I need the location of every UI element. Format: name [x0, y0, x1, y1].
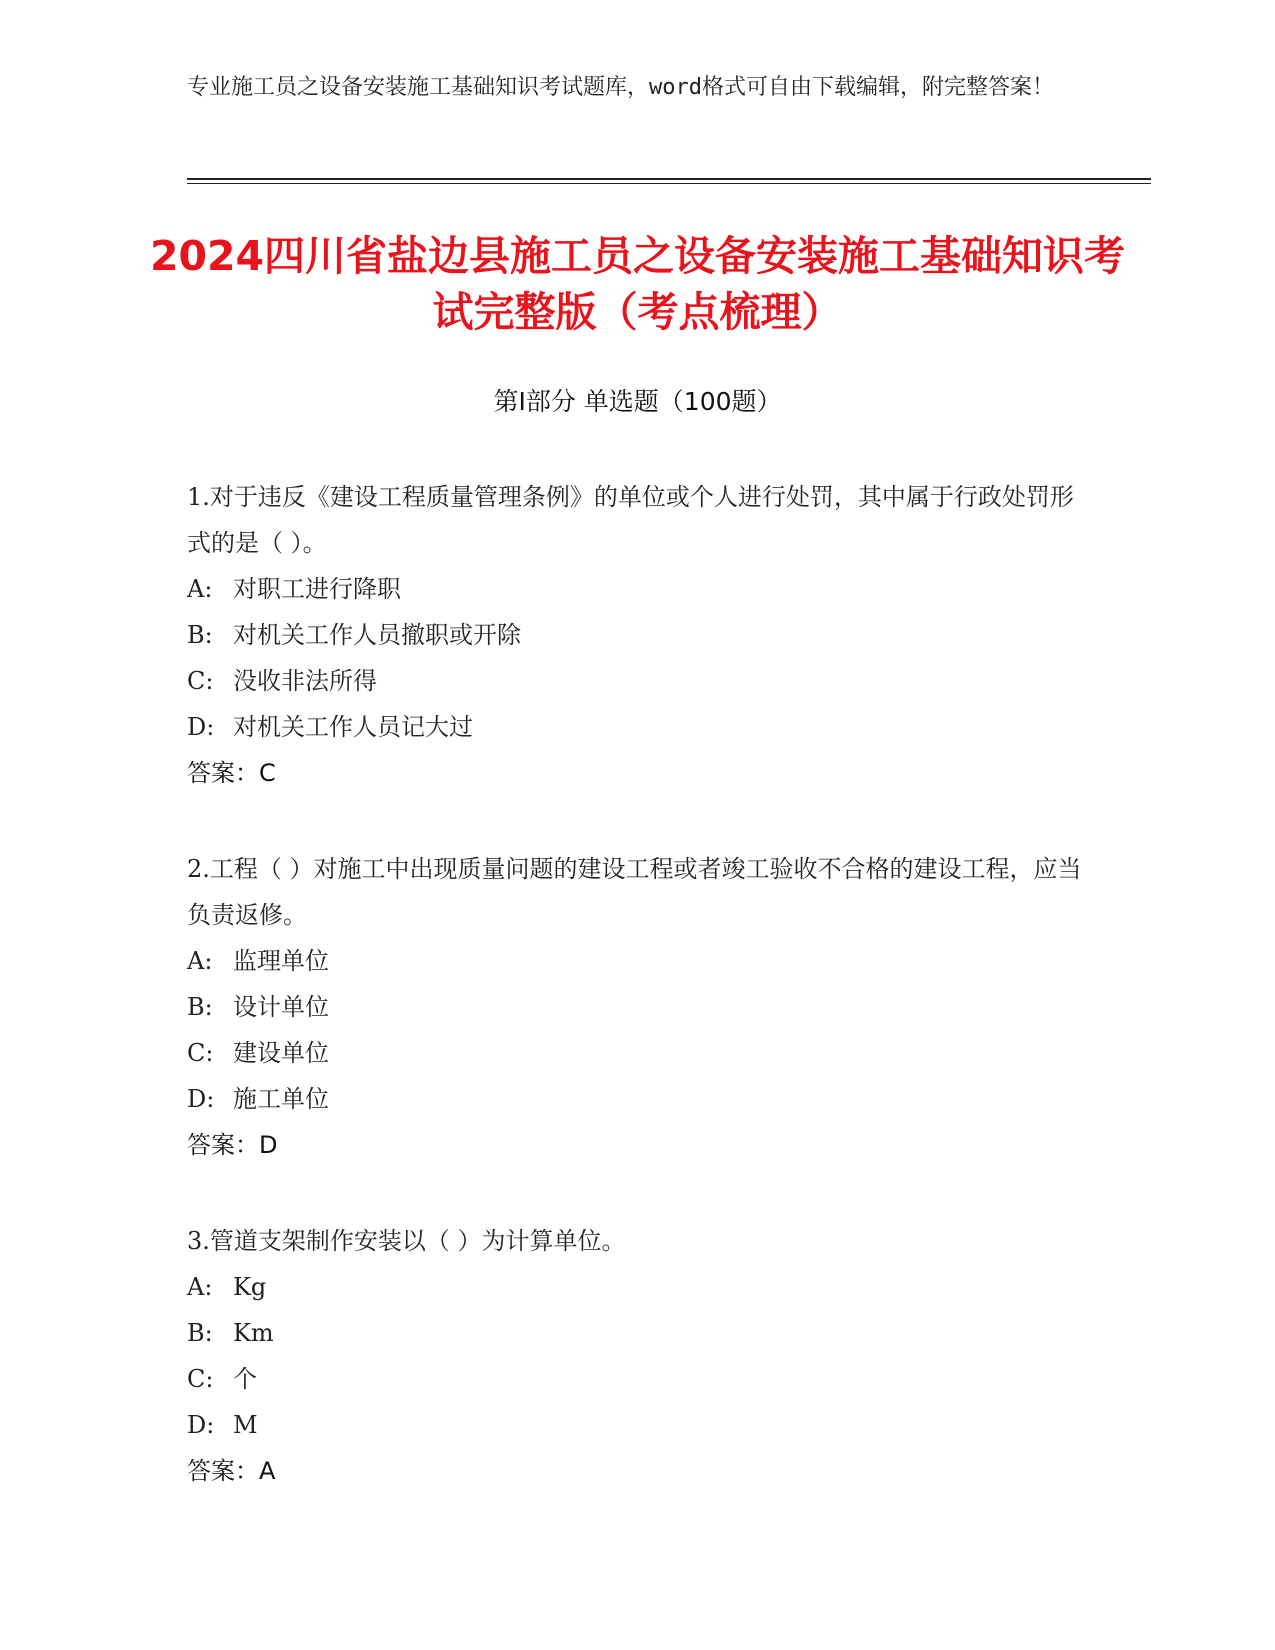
- option-letter: B:: [187, 1319, 213, 1347]
- question-text: 3.管道支架制作安装以（ ）为计算单位。: [187, 1227, 626, 1255]
- section-heading: 第I部分 单选题（100题）: [493, 387, 782, 416]
- option-text: Km: [233, 1319, 274, 1347]
- question-3: [187, 1218, 1087, 1494]
- option-text: Kg: [233, 1273, 267, 1301]
- option-text: 个: [233, 1365, 257, 1393]
- option-letter: D:: [187, 1411, 215, 1439]
- option-text: 设计单位: [233, 993, 329, 1021]
- option-text: 对机关工作人员撤职或开除: [233, 621, 521, 649]
- option-letter: A:: [187, 947, 213, 975]
- option-c: [187, 1356, 1087, 1402]
- option-d: [187, 1402, 1087, 1448]
- option-letter: A:: [187, 1273, 213, 1301]
- question-2: [187, 846, 1087, 1168]
- option-text: 建设单位: [233, 1039, 329, 1067]
- option-a: [187, 938, 1087, 984]
- option-text: M: [233, 1411, 258, 1439]
- option-text: 施工单位: [233, 1085, 329, 1113]
- header-note: 专业施工员之设备安装施工基础知识考试题库，word格式可自由下载编辑，附完整答案！: [187, 75, 1054, 100]
- answer-line: 答案：A: [187, 1457, 276, 1485]
- option-letter: C:: [187, 1365, 214, 1393]
- header-divider: [187, 178, 1151, 180]
- question-text: 1.对于违反《建设工程质量管理条例》的单位或个人进行处罚，其中属于行政处罚形式的是（ ）。: [187, 483, 1074, 557]
- option-text: 监理单位: [233, 947, 329, 975]
- question-list: [187, 474, 1087, 1544]
- option-letter: C:: [187, 1039, 214, 1067]
- answer-line: 答案：D: [187, 1131, 278, 1159]
- option-a: [187, 1264, 1087, 1310]
- option-letter: D:: [187, 1085, 215, 1113]
- option-letter: D:: [187, 713, 215, 741]
- option-c: [187, 658, 1087, 704]
- option-d: [187, 704, 1087, 750]
- option-b: [187, 612, 1087, 658]
- option-text: 没收非法所得: [233, 667, 377, 695]
- option-b: [187, 984, 1087, 1030]
- option-text: 对机关工作人员记大过: [233, 713, 473, 741]
- answer-line: 答案：C: [187, 759, 276, 787]
- option-letter: C:: [187, 667, 214, 695]
- document-title: 2024四川省盐边县施工员之设备安装施工基础知识考试完整版（考点梳理）: [149, 232, 1126, 336]
- option-b: [187, 1310, 1087, 1356]
- option-c: [187, 1030, 1087, 1076]
- option-a: [187, 566, 1087, 612]
- question-1: [187, 474, 1087, 796]
- question-text: 2.工程（ ）对施工中出现质量问题的建设工程或者竣工验收不合格的建设工程，应当负责返修。: [187, 855, 1082, 929]
- option-d: [187, 1076, 1087, 1122]
- option-letter: B:: [187, 993, 213, 1021]
- header-divider-thin: [187, 183, 1151, 184]
- option-letter: A:: [187, 575, 213, 603]
- option-letter: B:: [187, 621, 213, 649]
- option-text: 对职工进行降职: [233, 575, 401, 603]
